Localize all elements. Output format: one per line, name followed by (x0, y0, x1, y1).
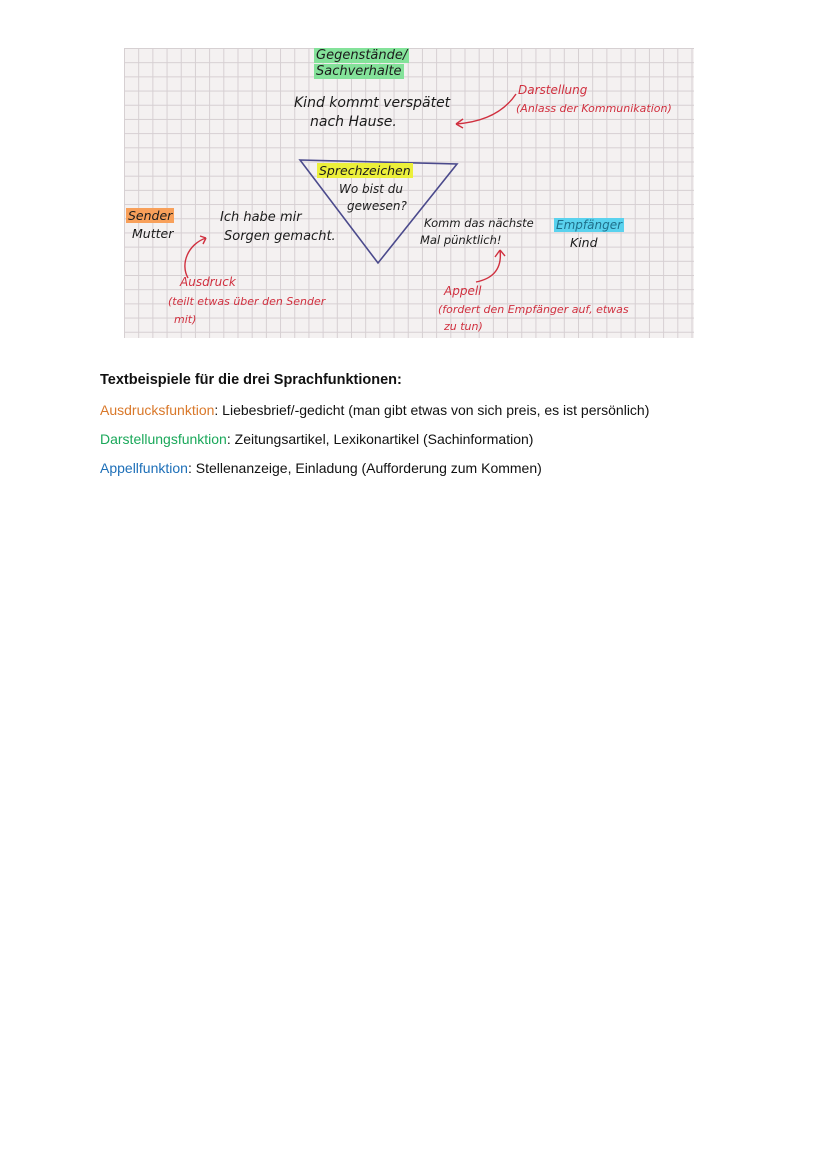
gegenstaende-line-1: Gegenstände/ (316, 48, 408, 63)
ausdruck-arrow (185, 238, 206, 278)
expression-line-1: Ich habe mir (220, 210, 302, 225)
example-row-darstellung (100, 430, 800, 448)
sender-label: Sender (128, 208, 173, 223)
appell-note-2: zu tun) (444, 320, 483, 333)
gegenstaende-line-2: Sachverhalte (316, 64, 402, 79)
organon-model-photo (124, 48, 694, 338)
question-line-1: Wo bist du (339, 182, 403, 196)
expression-line-2: Sorgen gemacht. (224, 229, 336, 244)
function-label-appell: Appellfunktion (100, 460, 188, 476)
function-label-ausdruck: Ausdrucksfunktion (100, 402, 215, 418)
examples-heading: Textbeispiele für die drei Sprachfunktionen: (100, 372, 402, 388)
empfaenger-label: Empfänger (556, 218, 623, 232)
appell-title: Appell (444, 284, 482, 298)
ausdruck-note-1: (teilt etwas über den Sender (168, 295, 326, 308)
function-examples-appell: : Stellenanzeige, Einladung (Aufforderung zum Kommen) (187, 460, 542, 476)
ausdruck-note-2: mit) (174, 313, 197, 326)
function-examples-darstellung: : Zeitungsartikel, Lexikonartikel (Sachinformation) (226, 431, 534, 447)
sender-name: Mutter (132, 226, 174, 241)
empfaenger-name: Kind (570, 235, 598, 250)
sachverhalt-line-2: nach Hause. (310, 114, 397, 130)
appell-note-1: (fordert den Empfänger auf, etwas (438, 303, 629, 316)
appeal-line-2: Mal pünktlich! (420, 233, 502, 247)
function-examples-ausdruck: : Liebesbrief/-gedicht (man gibt etwas von sich preis, es ist persönlich) (214, 402, 650, 418)
example-row-appell (100, 459, 800, 477)
sachverhalt-line-1: Kind kommt verspätet (294, 95, 451, 111)
darstellung-title: Darstellung (518, 83, 588, 97)
appeal-line-1: Komm das nächste (424, 216, 534, 230)
function-label-darstellung: Darstellungsfunktion (100, 431, 227, 447)
question-line-2: gewesen? (347, 199, 407, 213)
darstellung-arrow (456, 94, 516, 124)
ausdruck-title: Ausdruck (180, 275, 236, 289)
darstellung-note: (Anlass der Kommunikation) (516, 102, 672, 115)
example-row-ausdruck (100, 401, 800, 419)
sprechzeichen-label: Sprechzeichen (319, 163, 411, 178)
